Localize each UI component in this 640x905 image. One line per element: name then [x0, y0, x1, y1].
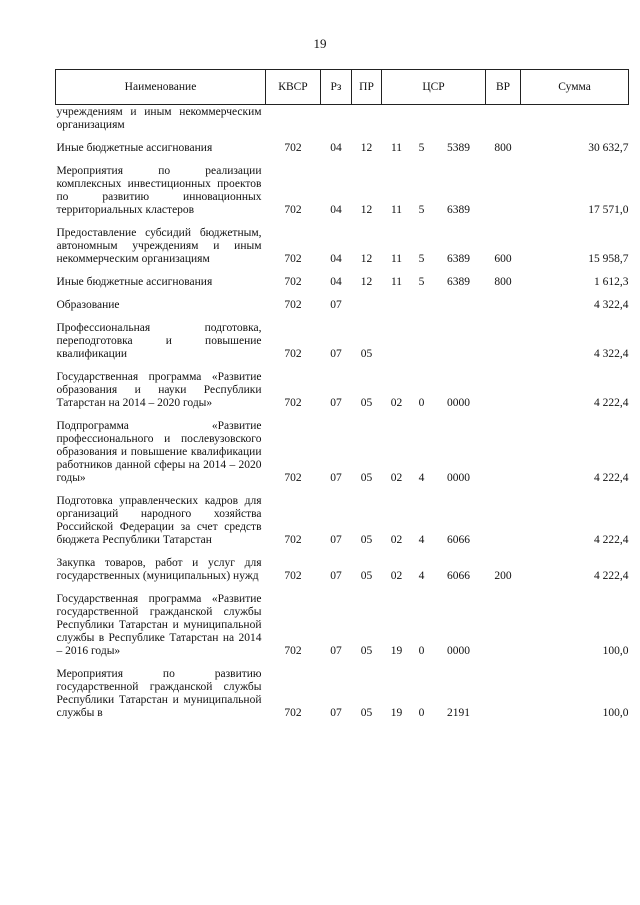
row-pr — [352, 289, 382, 312]
row-pr: 05 — [360, 472, 373, 484]
row-csr-direction: 6389 — [447, 276, 471, 288]
row-vr — [486, 312, 521, 361]
row-csr-program: 11 — [390, 142, 403, 154]
row-kvsr: 702 — [284, 534, 302, 546]
row-kvsr: 702 — [284, 570, 302, 582]
table-row — [56, 266, 629, 289]
row-pr: 12 — [360, 142, 373, 154]
row-rz: 07 — [330, 397, 342, 409]
row-vr — [486, 105, 521, 133]
row-name: Профессиональная подготовка, переподготовка и повышение квалификации — [56, 322, 262, 360]
row-rz: 07 — [330, 645, 342, 657]
header-rz: Рз — [321, 70, 352, 105]
row-name: Подпрограмма «Развитие профессионального и послевузовского образования и повышение квалификации работников данной сферы на 2014 – 2020 годы» — [56, 420, 262, 484]
table-row — [56, 410, 629, 485]
row-name: Мероприятия по реализации комплексных инвестиционных проектов по развитию инновационных территориальных кластеров — [56, 165, 262, 216]
row-kvsr: 702 — [284, 299, 302, 311]
row-vr: 800 — [494, 142, 512, 154]
table-row — [56, 132, 629, 155]
table-row — [56, 658, 629, 720]
row-name: Иные бюджетные ассигнования — [56, 142, 213, 154]
row-csr-direction — [432, 105, 486, 133]
row-csr-subprogram: 5 — [418, 276, 425, 288]
row-rz: 07 — [330, 707, 342, 719]
budget-table — [55, 69, 629, 720]
row-rz — [321, 105, 352, 133]
row-name: Государственная программа «Развитие образования и науки Республики Татарстан на 2014 – 2020 годы» — [56, 371, 262, 409]
row-rz: 07 — [330, 472, 342, 484]
table-row — [56, 361, 629, 410]
row-kvsr: 702 — [284, 253, 302, 265]
row-sum: 4 222,4 — [594, 397, 629, 409]
row-sum: 4 222,4 — [594, 534, 629, 546]
row-pr: 05 — [360, 645, 373, 657]
row-vr — [486, 410, 521, 485]
row-sum — [521, 105, 629, 133]
row-csr-subprogram: 4 — [418, 570, 425, 582]
row-vr: 600 — [494, 253, 512, 265]
row-pr: 05 — [360, 534, 373, 546]
row-csr-subprogram: 5 — [418, 253, 425, 265]
row-csr-direction: 6066 — [447, 534, 471, 546]
row-csr-subprogram: 0 — [418, 707, 425, 719]
row-sum: 17 571,0 — [588, 204, 629, 216]
table-row — [56, 289, 629, 312]
row-csr-direction: 6389 — [447, 204, 471, 216]
row-name: Государственная программа «Развитие государственной гражданской службы Республики Татарстан и муниципальной службы в Республике Татарстан на 2014 – 2016 годы» — [56, 593, 262, 657]
row-sum: 4 222,4 — [594, 472, 629, 484]
row-csr-subprogram: 4 — [418, 534, 425, 546]
row-csr-program: 19 — [390, 707, 403, 719]
row-sum: 4 222,4 — [594, 570, 629, 582]
row-sum: 4 322,4 — [594, 348, 629, 360]
row-name: Иные бюджетные ассигнования — [56, 276, 213, 288]
table-row — [56, 105, 629, 133]
header-name: Наименование — [56, 70, 266, 105]
header-kvsr: КВСР — [266, 70, 321, 105]
table-row — [56, 583, 629, 658]
row-kvsr: 702 — [284, 348, 302, 360]
table-header-row — [56, 70, 629, 105]
row-kvsr: 702 — [284, 645, 302, 657]
header-pr: ПР — [352, 70, 382, 105]
row-csr-program: 02 — [390, 472, 403, 484]
row-csr-program: 11 — [390, 253, 403, 265]
row-csr-subprogram: 4 — [418, 472, 425, 484]
table-row — [56, 485, 629, 547]
row-rz: 04 — [330, 204, 342, 216]
header-vr: ВР — [486, 70, 521, 105]
row-vr — [486, 485, 521, 547]
row-sum: 100,0 — [602, 645, 629, 657]
row-pr: 12 — [360, 276, 373, 288]
row-csr-program — [382, 289, 412, 312]
row-csr-program: 02 — [390, 534, 403, 546]
row-rz: 04 — [330, 142, 342, 154]
row-csr-subprogram: 5 — [418, 142, 425, 154]
row-csr-subprogram: 0 — [418, 645, 425, 657]
row-csr-direction: 6389 — [447, 253, 471, 265]
row-rz: 07 — [330, 570, 342, 582]
row-rz: 07 — [330, 299, 342, 311]
row-csr-program: 11 — [390, 276, 403, 288]
row-vr — [486, 658, 521, 720]
row-csr-subprogram — [412, 312, 432, 361]
row-name: Мероприятия по развитию государственной гражданской службы Республики Татарстан и муниципальной службы в — [56, 668, 262, 719]
row-kvsr: 702 — [284, 472, 302, 484]
row-name: Закупка товаров, работ и услуг для государственных (муниципальных) нужд — [56, 557, 262, 582]
row-vr: 200 — [494, 570, 512, 582]
header-csr: ЦСР — [382, 70, 486, 105]
row-csr-program: 19 — [390, 645, 403, 657]
row-kvsr: 702 — [284, 142, 302, 154]
row-csr-direction: 0000 — [447, 472, 471, 484]
row-name: Подготовка управленческих кадров для организаций народного хозяйства Российской Федерации за счет средств бюджета Республики Татарстан — [56, 495, 262, 546]
row-csr-program — [382, 105, 412, 133]
header-sum: Сумма — [521, 70, 629, 105]
row-kvsr: 702 — [284, 276, 302, 288]
row-csr-subprogram — [412, 105, 432, 133]
page-number: 19 — [313, 36, 327, 51]
row-pr: 05 — [360, 397, 373, 409]
row-vr: 800 — [494, 276, 512, 288]
row-kvsr: 702 — [284, 204, 302, 216]
row-sum: 15 958,7 — [588, 253, 629, 265]
row-vr — [486, 289, 521, 312]
row-csr-direction: 0000 — [447, 397, 471, 409]
row-name: Образование — [56, 299, 120, 311]
row-csr-program — [382, 312, 412, 361]
row-csr-subprogram: 5 — [418, 204, 425, 216]
row-csr-direction — [432, 289, 486, 312]
row-vr — [486, 155, 521, 217]
row-csr-program: 02 — [390, 397, 403, 409]
row-pr: 12 — [360, 204, 373, 216]
row-csr-program: 11 — [390, 204, 403, 216]
row-kvsr — [266, 105, 321, 133]
row-sum: 4 322,4 — [594, 299, 629, 311]
row-csr-subprogram — [412, 289, 432, 312]
row-csr-direction: 2191 — [447, 707, 471, 719]
row-rz: 07 — [330, 348, 342, 360]
row-rz: 04 — [330, 253, 342, 265]
row-csr-direction — [432, 312, 486, 361]
row-rz: 04 — [330, 276, 342, 288]
row-pr: 05 — [360, 348, 373, 360]
row-sum: 1 612,3 — [594, 276, 629, 288]
row-csr-program: 02 — [390, 570, 403, 582]
row-pr — [352, 105, 382, 133]
row-csr-direction: 6066 — [447, 570, 471, 582]
row-name: учреждениям и иным некоммерческим организациям — [56, 106, 262, 131]
row-name: Предоставление субсидий бюджетным, автономным учреждениям и иным некоммерческим организациям — [56, 227, 262, 265]
row-pr: 05 — [360, 707, 373, 719]
row-csr-direction: 0000 — [447, 645, 471, 657]
table-row — [56, 312, 629, 361]
row-kvsr: 702 — [284, 707, 302, 719]
row-vr — [486, 583, 521, 658]
table-row — [56, 547, 629, 583]
row-kvsr: 702 — [284, 397, 302, 409]
row-sum: 100,0 — [602, 707, 629, 719]
row-vr — [486, 361, 521, 410]
row-pr: 05 — [360, 570, 373, 582]
row-csr-subprogram: 0 — [418, 397, 425, 409]
row-pr: 12 — [360, 253, 373, 265]
table-body — [56, 105, 629, 721]
row-csr-direction: 5389 — [447, 142, 471, 154]
table-row — [56, 217, 629, 266]
row-rz: 07 — [330, 534, 342, 546]
table-row — [56, 155, 629, 217]
row-sum: 30 632,7 — [588, 142, 629, 154]
